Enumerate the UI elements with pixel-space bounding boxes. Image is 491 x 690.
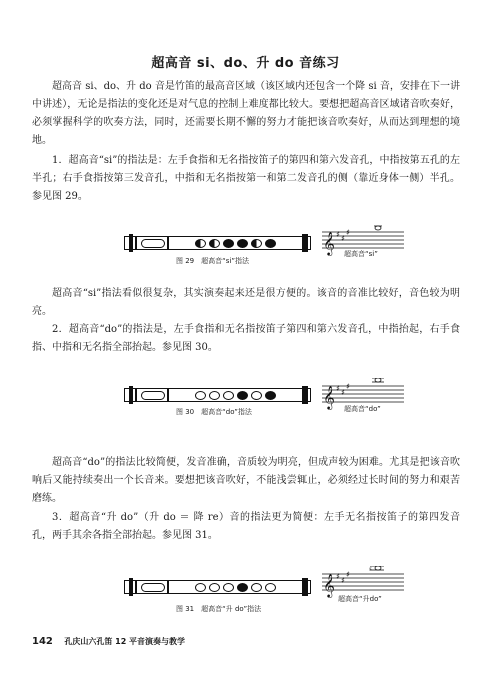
finger-hole [251, 391, 262, 400]
intro-paragraph: 超高音 si、do、升 do 音是竹笛的最高音区域（该区域内还包含一个降 si 音，安排在下一讲中讲述），无论是指法的变化还是对气息的控制上难度都比较大。要想把超高音区域诸音吹奏好，必须掌握科学的吹奏方法，同时，还需要长期不懈的努力才能把该音吹奏好，从而达到理想的境地。 [32, 81, 460, 146]
figure-30-note-label: 超高音“do” [344, 405, 381, 413]
svg-text:𝄞: 𝄞 [323, 385, 335, 409]
do-fingering-paragraph: 2．超高音“do”的指法是，左手食指和无名指按笛子第四和第六发音孔，中指抬起，右手食指、中指和无名指全部抬起。参见图 30。 [32, 324, 460, 353]
finger-hole [209, 239, 220, 248]
page-footer [32, 636, 185, 647]
finger-hole [237, 583, 248, 592]
figure-31-note-label: 超高音“升do” [338, 595, 382, 603]
finger-hole [223, 391, 234, 400]
svg-text:♯: ♯ [341, 576, 345, 585]
finger-hole [265, 391, 276, 400]
finger-hole [251, 239, 262, 248]
finger-hole [237, 239, 248, 248]
finger-hole [195, 391, 206, 400]
svg-text:♯: ♯ [369, 566, 372, 573]
page-number: 142 [32, 636, 53, 647]
svg-text:♯: ♯ [341, 234, 345, 243]
finger-hole [237, 391, 248, 400]
svg-text:𝄞: 𝄞 [323, 573, 335, 597]
svg-text:♯: ♯ [341, 388, 345, 397]
finger-hole [195, 239, 206, 248]
figure-29-note-label: 超高音“si” [344, 250, 378, 258]
svg-text:♯: ♯ [346, 228, 350, 237]
svg-text:♯: ♯ [336, 572, 340, 581]
finger-hole [265, 583, 276, 592]
svg-text:♯: ♯ [346, 382, 350, 391]
finger-hole [209, 391, 220, 400]
svg-text:♯: ♯ [336, 230, 340, 239]
figure-29-caption: 图 29 超高音“si”指法 [176, 257, 249, 265]
flute-diagram-do [124, 388, 311, 402]
finger-hole [223, 583, 234, 592]
blow-hole [141, 583, 165, 592]
finger-hole [195, 583, 206, 592]
blow-hole [141, 239, 165, 248]
figure-30-caption: 图 30 超高音“do”指法 [176, 408, 252, 416]
page-title: 超高音 si、do、升 do 音练习 [151, 56, 340, 71]
finger-hole [251, 583, 262, 592]
finger-hole [223, 239, 234, 248]
do-note-paragraph: 超高音“do”的指法比较简便，发音准确，音质较为明亮，但成声较为困难。尤其是把该音吹响后又能持续奏出一个长音来。要想把该音吹好，不能浅尝辄止，必须经过长时间的努力和艰苦磨练。 [32, 457, 460, 504]
finger-hole [209, 583, 220, 592]
svg-text:♯: ♯ [346, 570, 350, 579]
sharp-do-fingering-paragraph: 3．超高音“升 do”（升 do ＝ 降 re）音的指法更为简便：左手无名指按笛子的第四发音孔，两手其余各指全部抬起。参见图 31。 [32, 512, 460, 541]
figure-31-caption: 图 31 超高音“升 do”指法 [176, 605, 262, 613]
book-title: 孔庆山六孔笛 12 平音演奏与教学 [64, 637, 186, 646]
blow-hole [141, 391, 165, 400]
si-fingering-paragraph: 1．超高音“si”的指法是：左手食指和无名指按笛子的第四和第六发音孔，中指按第五孔的左半孔；右手食指按第三发音孔，中指和无名指按第一和第二发音孔的侧（靠近身体一侧）半孔。参见图 29。 [32, 155, 460, 202]
flute-diagram-sharp-do [124, 580, 311, 594]
svg-text:𝄞: 𝄞 [323, 231, 335, 255]
flute-diagram-si [124, 236, 311, 250]
si-note-paragraph: 超高音“si”指法看似很复杂，其实演奏起来还是很方便的。该音的音准比较好，音色较为明亮。 [32, 288, 460, 317]
finger-hole [265, 239, 276, 248]
svg-text:♯: ♯ [336, 384, 340, 393]
